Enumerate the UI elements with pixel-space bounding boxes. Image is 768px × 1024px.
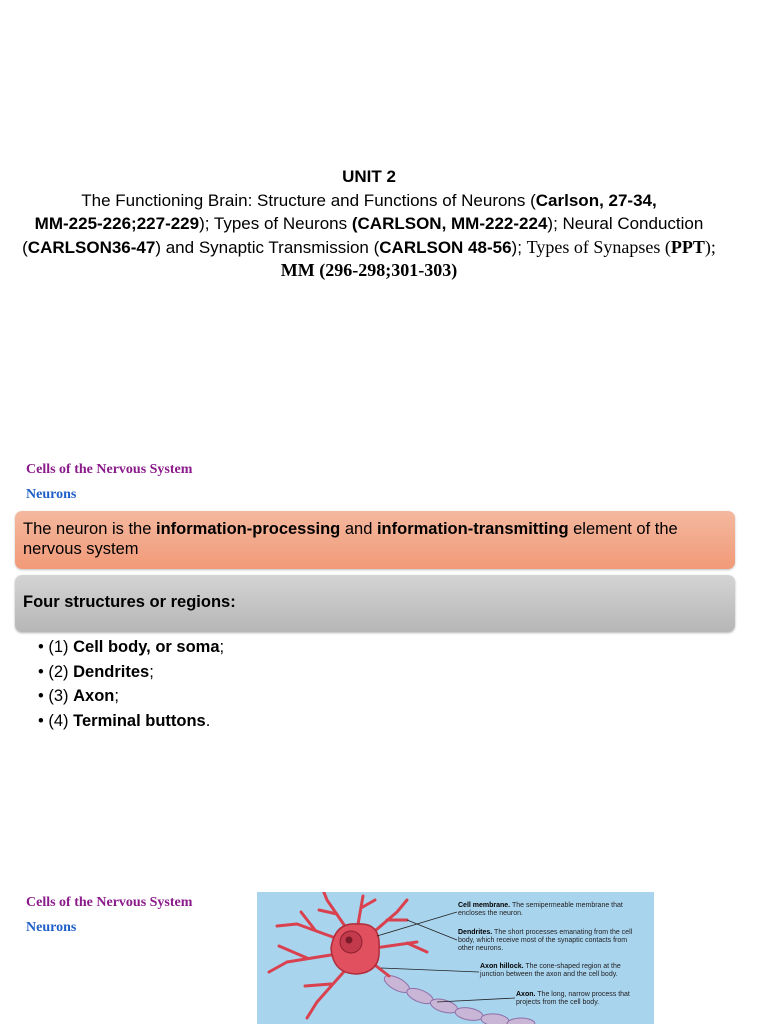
callout-cell-membrane <box>458 902 638 918</box>
list-item-number: (4) <box>48 711 74 730</box>
callout-desc: The long, narrow process that projects from the cell body. <box>516 991 630 1006</box>
list-item <box>38 660 224 685</box>
list-item-end: . <box>205 711 211 730</box>
definition-text-end: element of the nervous system <box>23 520 678 558</box>
list-item <box>38 709 224 734</box>
section2-subtitle: Neurons <box>26 920 77 935</box>
callout-term: Dendrites. <box>458 929 493 936</box>
unit-line-1 <box>0 189 738 213</box>
list-item-number: (3) <box>48 687 74 705</box>
callout-axon <box>516 991 646 1007</box>
callout-desc: The cone-shaped region at the junction between the axon and the cell body. <box>480 963 621 978</box>
unit-line4-c: ) <box>451 260 458 280</box>
callout-term: Cell membrane. <box>458 902 511 909</box>
definition-term-transmitting: information-transmitting <box>376 520 569 538</box>
structures-list <box>38 635 224 733</box>
unit-ref-carlson-mm: (CARLSON, MM-222-224 <box>351 214 548 233</box>
list-item-number: (1) <box>48 638 74 656</box>
unit-line-3 <box>0 236 738 260</box>
unit-line3-text: ) and Synaptic Transmission ( <box>155 237 380 257</box>
unit-line-4 <box>0 259 738 283</box>
callout-desc: The short processes emanating from the cell body, which receive most of the synaptic contacts from other neurons. <box>458 929 633 952</box>
callout-desc: The semipermeable membrane that encloses the neuron. <box>458 902 623 917</box>
callout-term: Axon. <box>516 991 536 998</box>
unit-line-2 <box>0 212 738 236</box>
list-item-term: Dendrites <box>73 662 150 681</box>
unit-ref-carlson: Carlson, 27-34, <box>535 190 657 210</box>
unit-line3-synapses: Types of Synapses ( <box>526 236 671 257</box>
definition-text-a: The neuron is the <box>23 520 156 538</box>
list-item-term: Cell body, or soma <box>73 638 220 656</box>
list-item-term: Terminal buttons <box>73 711 206 730</box>
neuron-figure <box>257 892 654 1024</box>
structures-heading: Four structures or regions: <box>23 593 236 611</box>
unit-line3-open: ( <box>22 237 28 257</box>
structures-heading-banner <box>15 575 735 632</box>
unit-line3-close: ); <box>704 236 716 257</box>
unit-title: UNIT 2 <box>342 167 396 186</box>
nucleolus <box>346 937 353 944</box>
definition-term-processing: information-processing <box>156 520 341 538</box>
callout-term: Axon hillock. <box>480 963 524 970</box>
unit-line4-b: 296-298;301-303 <box>325 260 452 280</box>
list-item <box>38 635 224 660</box>
list-item-end: ; <box>114 687 119 705</box>
unit-header <box>0 165 738 283</box>
unit-line1-text: The Functioning Brain: Structure and Functions of Neurons ( <box>81 190 536 210</box>
list-item-number: (2) <box>48 662 74 681</box>
unit-line2-text-2: ); Neural Conduction <box>547 214 704 233</box>
unit-line3-sep: ); <box>511 237 527 257</box>
list-item-end: ; <box>219 638 225 656</box>
callout-dendrites <box>458 929 638 953</box>
unit-line4-a: MM ( <box>280 260 326 280</box>
list-item-end: ; <box>149 662 154 681</box>
list-item <box>38 684 224 709</box>
unit-ref-mm: MM-225-226;227-229 <box>34 214 200 233</box>
definition-banner <box>15 511 735 569</box>
unit-line2-text: ); Types of Neurons <box>199 214 352 233</box>
section2-title: Cells of the Nervous System <box>26 895 193 910</box>
list-item-term: Axon <box>73 687 115 705</box>
section1-subtitle: Neurons <box>26 487 77 502</box>
unit-ref-ppt: PPT <box>670 236 705 257</box>
section1-title: Cells of the Nervous System <box>26 462 193 477</box>
unit-ref-carlson-36: CARLSON36-47 <box>27 237 156 257</box>
unit-ref-carlson-48: CARLSON 48-56 <box>379 237 512 257</box>
callout-axon-hillock <box>480 963 640 979</box>
definition-text-and: and <box>340 520 377 538</box>
